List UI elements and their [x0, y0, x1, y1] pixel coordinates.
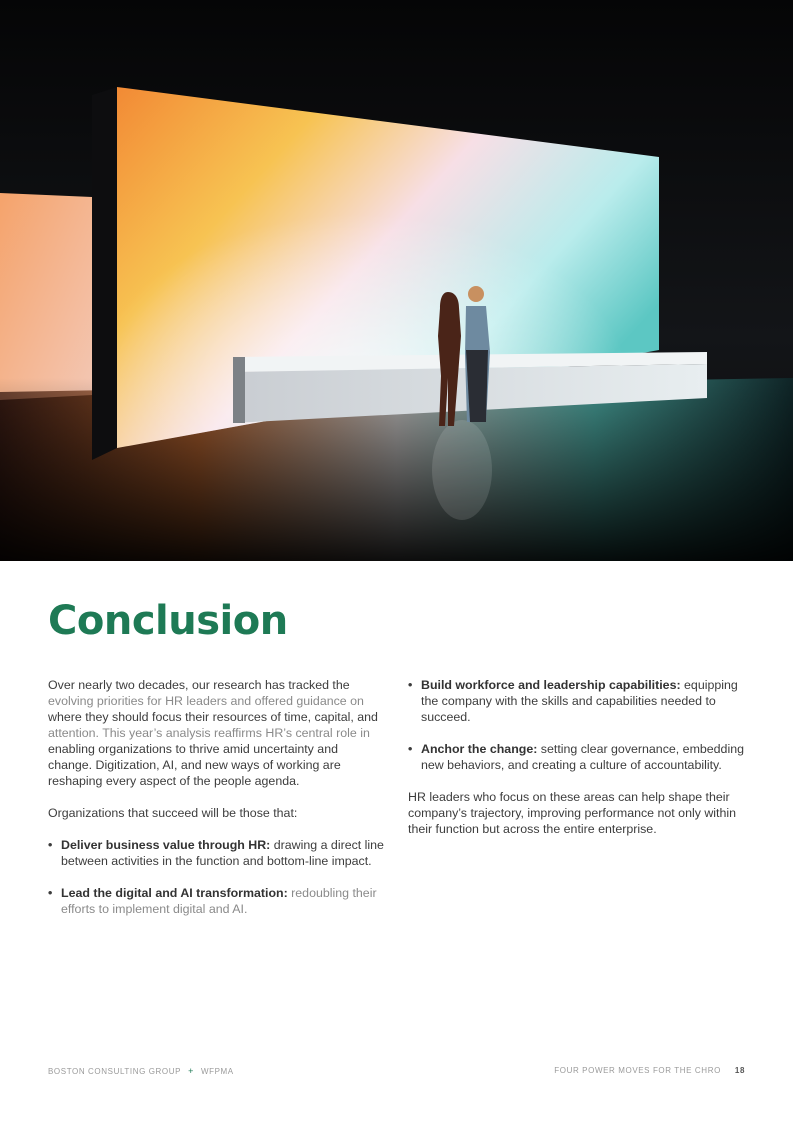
footer-separator: +	[188, 1066, 194, 1076]
intro-line: reshaping every aspect of the people agenda.	[48, 774, 300, 788]
bullet-text: setting clear governance, embedding new behaviors, and creating a culture of accountability.	[421, 742, 744, 772]
intro-line: Over nearly two decades, our research has tracked the	[48, 678, 350, 692]
bullet-lead: Lead the digital and AI transformation:	[61, 886, 288, 900]
bullet-item	[408, 677, 748, 725]
bullet-lead: Anchor the change:	[421, 742, 538, 756]
bullet-item	[408, 741, 748, 773]
footer-publisher: BOSTON CONSULTING GROUP	[48, 1067, 182, 1076]
footer-partner: WFPMA	[200, 1067, 234, 1076]
intro-line: evolving priorities for HR leaders and offered guidance on	[48, 694, 364, 708]
footer-right	[554, 1066, 745, 1075]
page-title: Conclusion	[48, 598, 288, 644]
bullet-list-right	[408, 677, 748, 773]
left-column	[48, 677, 388, 933]
bullet-lead: Deliver business value through HR:	[61, 838, 271, 852]
lead-in: Organizations that succeed will be those that:	[48, 806, 298, 820]
intro-paragraph	[48, 677, 388, 789]
bullet-text: redoubling their efforts to implement digital and AI.	[61, 886, 377, 916]
bullet-lead: Build workforce and leadership capabilities:	[421, 678, 681, 692]
bullet-text: equipping the company with the skills and capabilities needed to succeed.	[421, 678, 738, 724]
intro-line: attention. This year’s analysis reaffirms HR’s central role in	[48, 726, 370, 740]
footer-left	[48, 1066, 234, 1076]
page-number: 18	[734, 1066, 745, 1075]
right-column	[408, 677, 748, 853]
closing-paragraph: HR leaders who focus on these areas can help shape their company’s trajectory, improving performance not only within their function but across the entire enterprise.	[408, 790, 737, 836]
intro-line: enabling organizations to thrive amid uncertainty and	[48, 742, 338, 756]
intro-line: where they should focus their resources of time, capital, and	[48, 710, 378, 724]
intro-line: change. Digitization, AI, and new ways of working are	[48, 758, 341, 772]
bullet-item	[48, 885, 388, 917]
bullet-list-left	[48, 837, 388, 917]
bullet-text: drawing a direct line between activities in the function and bottom-line impact.	[61, 838, 384, 868]
footer-report-title: FOUR POWER MOVES FOR THE CHRO	[554, 1066, 721, 1075]
bullet-item	[48, 837, 388, 869]
